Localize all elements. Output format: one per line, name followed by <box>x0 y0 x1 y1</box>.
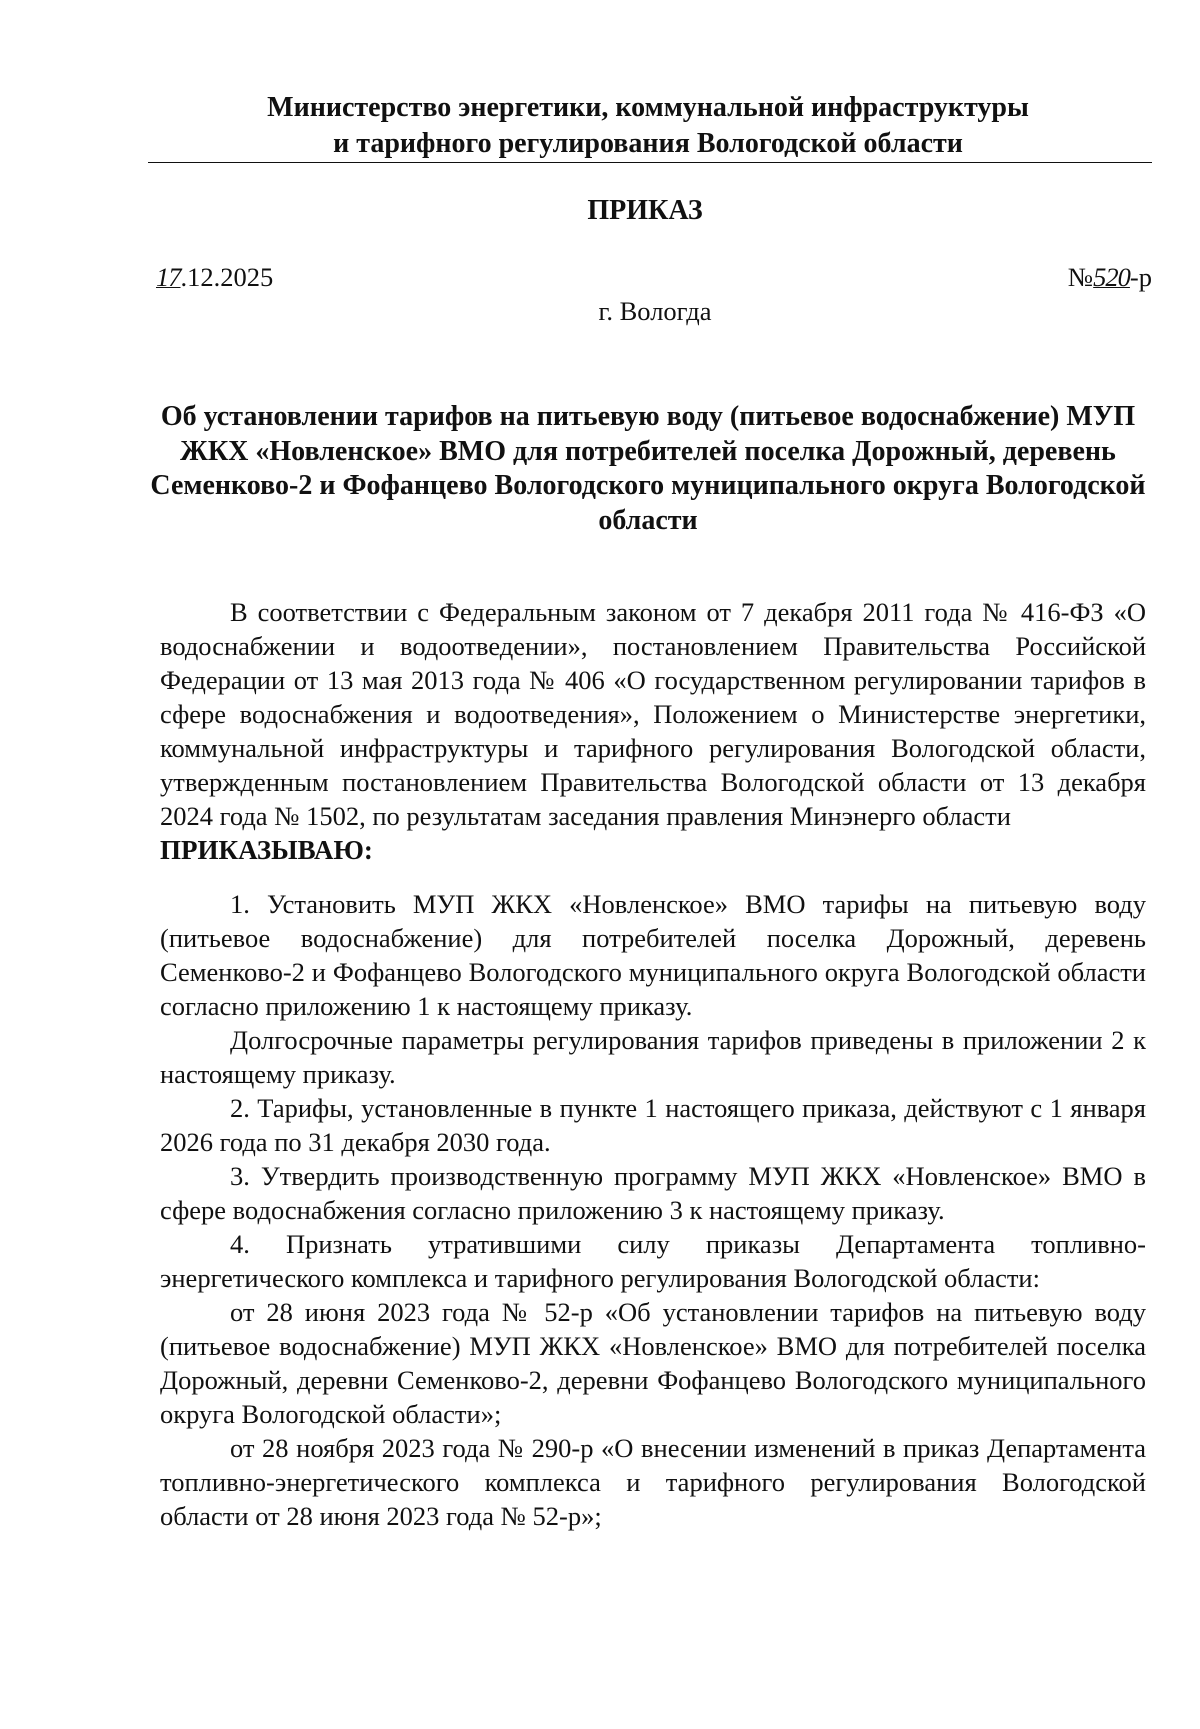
paragraph-1: 1. Установить МУП ЖКХ «Новленское» ВМО тарифы на питьевую воду (питьевое водоснабжение) для потребителей поселка Дорожный, деревень Семенково-2 и Фофанцево Вологодского муниципального округа Вологодской области согласно приложению 1 к настоящему приказу. <box>160 889 1146 1021</box>
repealed-order-1: от 28 июня 2023 года № 52-р «Об установлении тарифов на питьевую воду (питьевое водоснабжение) МУП ЖКХ «Новленское» ВМО для потребителей поселка Дорожный, деревни Семенково-2, деревни Фофанцево Вологодского муниципального округа Вологодской области»; <box>160 1297 1146 1429</box>
number-suffix: -р <box>1129 262 1152 292</box>
document-title: Об установлении тарифов на питьевую воду (питьевое водоснабжение) МУП ЖКХ «Новленское» ВМО для потребителей поселка Дорожный, деревень Семенково-2 и Фофанцево Вологодского муниципального округа Вологодской области <box>150 401 1146 536</box>
date-month-year: .12.2025 <box>180 262 274 292</box>
document-body <box>160 595 1146 1533</box>
header-divider <box>148 162 1152 163</box>
document-city: г. Вологда <box>598 296 712 326</box>
document-date <box>156 262 273 293</box>
ministry-header <box>150 90 1146 162</box>
paragraph-4: 4. Признать утратившими силу приказы Департамента топливно-энергетического комплекса и тарифного регулирования Вологодской области: <box>160 1229 1146 1293</box>
number-sign: № <box>1067 262 1094 292</box>
paragraph-3: 3. Утвердить производственную программу МУП ЖКХ «Новленское» ВМО в сфере водоснабжения согласно приложению 3 к настоящему приказу. <box>160 1161 1146 1225</box>
order-word: ПРИКАЗЫВАЮ: <box>160 835 373 865</box>
document-type: ПРИКАЗ <box>587 195 703 226</box>
ministry-name-line-2: и тарифного регулирования Вологодской области <box>333 128 963 159</box>
ministry-name-line-1: Министерство энергетики, коммунальной инфраструктуры <box>267 92 1029 123</box>
paragraph-2: 2. Тарифы, установленные в пункте 1 настоящего приказа, действуют с 1 января 2026 года по 31 декабря 2030 года. <box>160 1093 1146 1157</box>
document-number <box>1068 262 1152 293</box>
repealed-order-2: от 28 ноября 2023 года № 290-р «О внесении изменений в приказ Департамента топливно-энергетического комплекса и тарифного регулирования Вологодской области от 28 июня 2023 года № 52-р»; <box>160 1433 1146 1531</box>
handwritten-day: 17 <box>156 262 181 292</box>
paragraph-long-term-params: Долгосрочные параметры регулирования тарифов приведены в приложении 2 к настоящему приказу. <box>160 1025 1146 1089</box>
preamble-paragraph: В соответствии с Федеральным законом от 7 декабря 2011 года № 416-ФЗ «О водоснабжении и водоотведении», постановлением Правительства Российской Федерации от 13 мая 2013 года № 406 «О государственном регулировании тарифов в сфере водоснабжения и водоотведения», Положением о Министерстве энергетики, коммунальной инфраструктуры и тарифного регулирования Вологодской области, утвержденным постановлением Правительства Вологодской области от 13 декабря 2024 года № 1502, по результатам заседания правления Минэнерго области <box>160 597 1146 831</box>
handwritten-number: 520 <box>1093 262 1130 292</box>
